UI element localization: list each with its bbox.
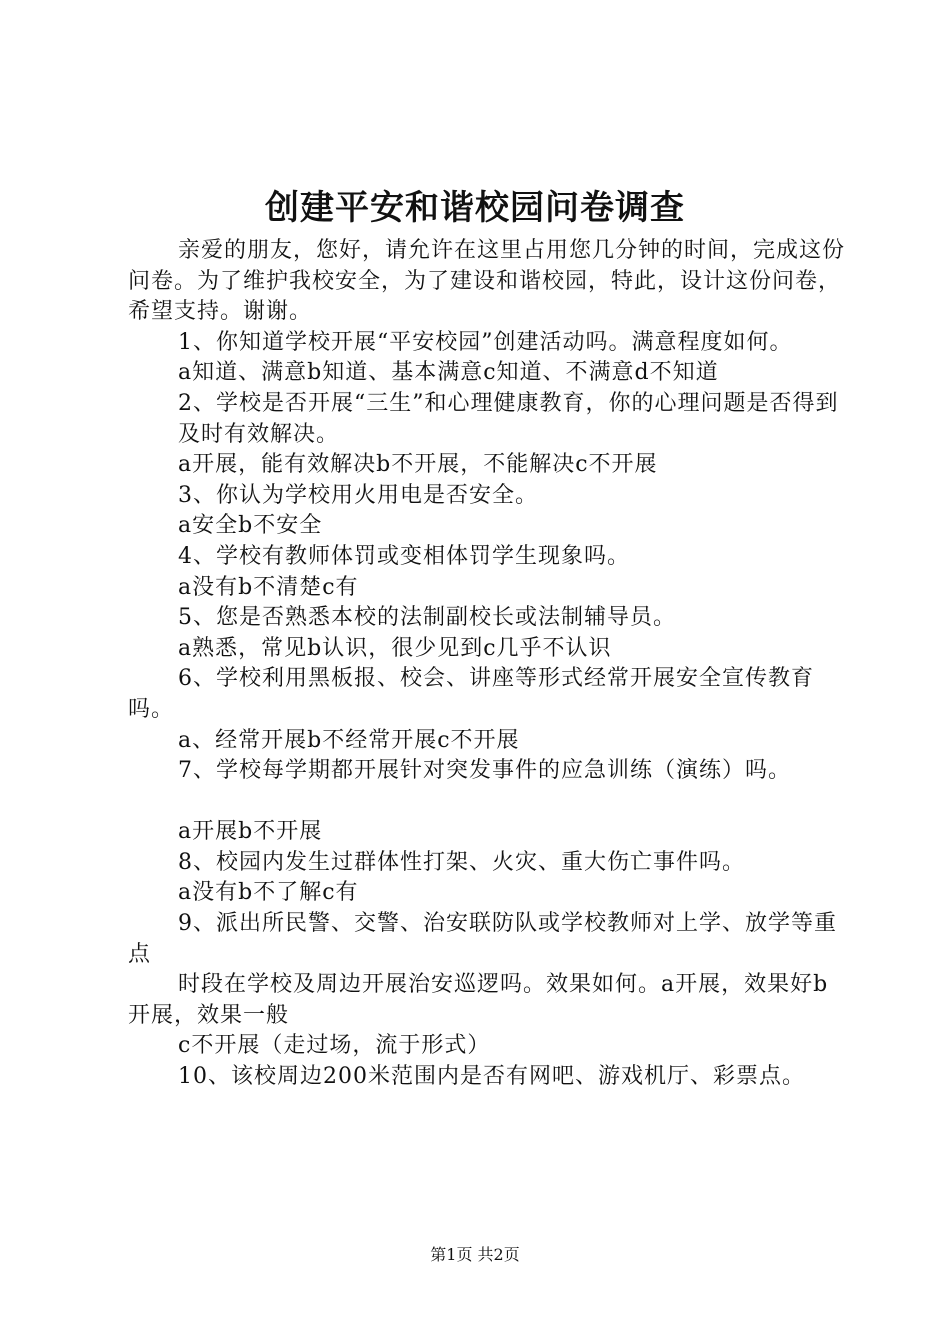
question-9-continued: 时段在学校及周边开展治安巡逻吗。效果如何。a开展，效果好b开展，效果一般 (128, 972, 829, 1028)
answer-options-4: a没有b不清楚c有 (178, 574, 359, 600)
answer-options-8: a没有b不了解c有 (178, 880, 359, 906)
answer-options-3: a安全b不安全 (178, 513, 323, 539)
question-3: 3、你认为学校用火用电是否安全。 (178, 482, 538, 508)
question-2: 2、学校是否开展“三生”和心理健康教育，你的心理问题是否得到 (178, 390, 839, 416)
answer-options-9: c不开展（走过场，流于形式） (178, 1033, 491, 1059)
question-1: 1、你知道学校开展“平安校园”创建活动吗。满意程度如何。 (178, 329, 793, 355)
question-2-continued: 及时有效解决。 (178, 421, 340, 447)
answer-options-2: a开展，能有效解决b不开展，不能解决c不开展 (178, 452, 658, 478)
question-9: 9、派出所民警、交警、治安联防队或学校教师对上学、放学等重点 (128, 911, 837, 967)
document-body (128, 236, 848, 1093)
question-7: 7、学校每学期都开展针对突发事件的应急训练（演练）吗。 (178, 758, 791, 784)
question-4: 4、学校有教师体罚或变相体罚学生现象吗。 (178, 543, 630, 569)
answer-options-5: a熟悉，常见b认识，很少见到c几乎不认识 (178, 635, 612, 661)
intro-paragraph: 亲爱的朋友，您好，请允许在这里占用您几分钟的时间，完成这份问卷。为了维护我校安全，为了建设和谐校园，特此，设计这份问卷，希望支持。谢谢。 (128, 238, 846, 325)
question-10: 10、该校周边200米范围内是否有网吧、游戏机厅、彩票点。 (178, 1064, 805, 1090)
question-8: 8、校园内发生过群体性打架、火灾、重大伤亡事件吗。 (178, 849, 745, 875)
answer-options-7: a开展b不开展 (178, 819, 323, 845)
answer-options-6: a、经常开展b不经常开展c不开展 (178, 727, 520, 753)
blank-line (128, 787, 848, 818)
question-5: 5、您是否熟悉本校的法制副校长或法制辅导员。 (178, 605, 676, 631)
question-6: 6、学校利用黑板报、校会、讲座等形式经常开展安全宣传教育吗。 (128, 666, 814, 722)
document-title: 创建平安和谐校园问卷调查 (265, 188, 685, 228)
page-footer: 第1页 共2页 (430, 1245, 520, 1264)
answer-options-1: a知道、满意b知道、基本满意c知道、不满意d不知道 (178, 360, 719, 386)
